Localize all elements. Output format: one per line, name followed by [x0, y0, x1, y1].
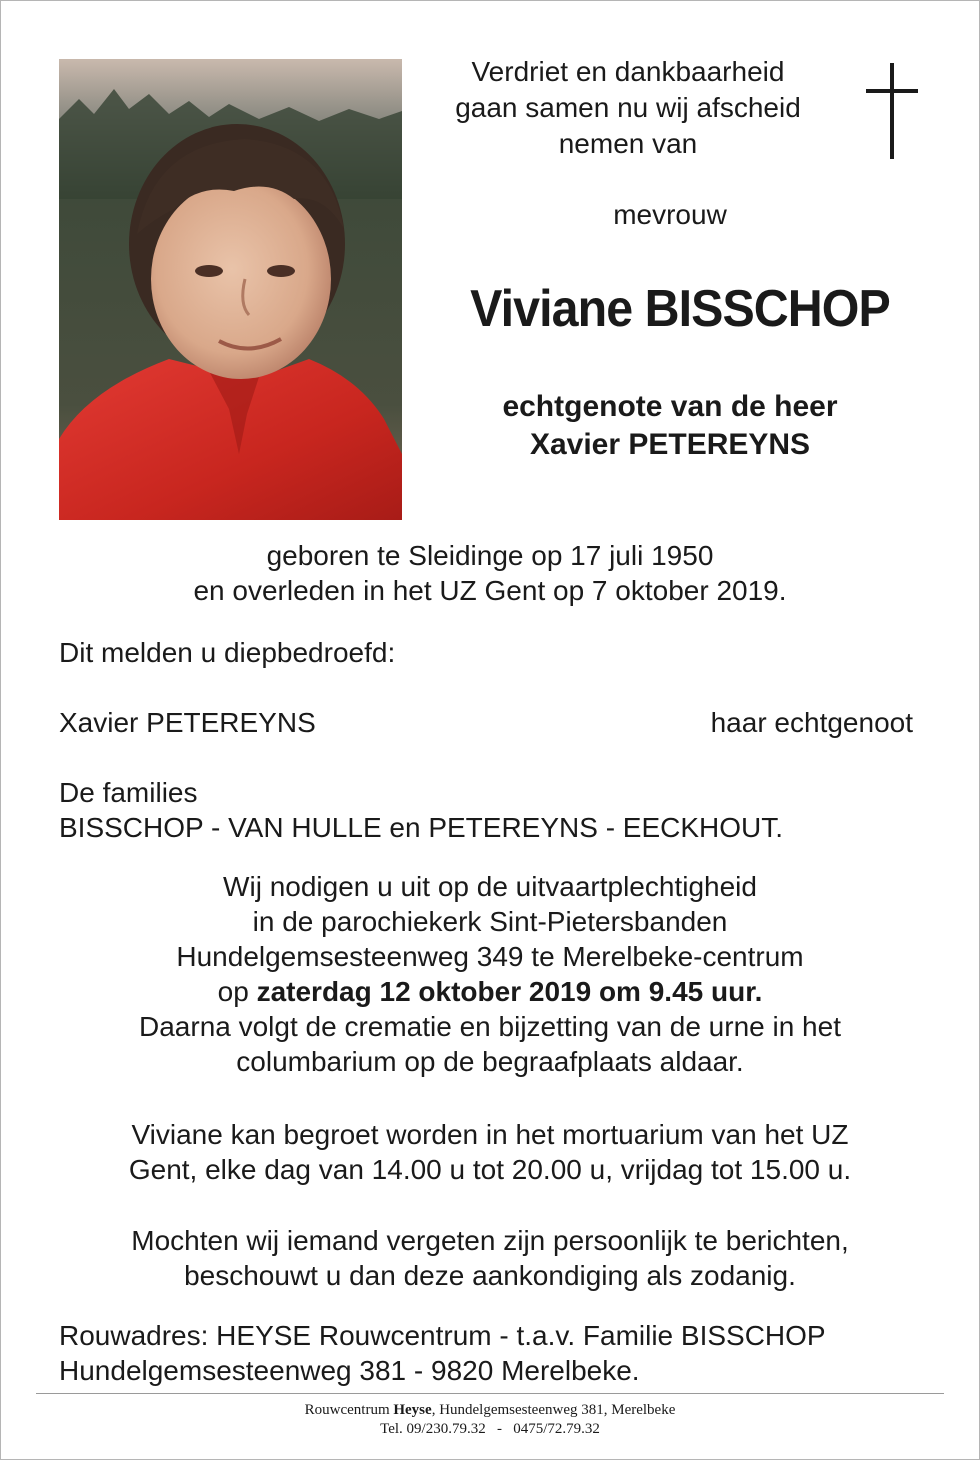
families-line: De families	[59, 777, 198, 808]
intro-text	[420, 54, 836, 162]
ceremony-line: Daarna volgt de crematie en bijzetting van de urne in het	[139, 1011, 841, 1042]
footer-prefix: Rouwcentrum	[304, 1402, 394, 1418]
deceased-name: Viviane BISSCHOP	[470, 280, 890, 338]
footer-brand: Heyse	[393, 1402, 432, 1418]
mourner-row	[59, 705, 913, 740]
ceremony-line: Wij nodigen u uit op de uitvaartplechtigheid	[223, 871, 757, 902]
ceremony-line: Hundelgemsesteenweg 349 te Merelbeke-centrum	[176, 941, 804, 972]
mourner-name: Xavier PETEREYNS	[59, 707, 316, 738]
death-line: en overleden in het UZ Gent op 7 oktober 2019.	[193, 575, 787, 606]
footer-divider	[36, 1393, 944, 1394]
intro-line: nemen van	[558, 128, 698, 159]
footer-phone: Tel. 09/230.79.32 - 0475/72.79.32	[380, 1421, 600, 1437]
notice-line: Mochten wij iemand vergeten zijn persoonlijk te berichten,	[131, 1225, 849, 1256]
visitation-line: Gent, elke dag van 14.00 u tot 20.00 u, vrijdag tot 15.00 u.	[128, 1154, 852, 1185]
intro-line: gaan samen nu wij afscheid	[455, 92, 801, 123]
ceremony-date-line	[30, 974, 950, 1009]
birth-death-text	[30, 538, 950, 608]
visitation-line: Viviane kan begroet worden in het mortuarium van het UZ	[131, 1119, 849, 1150]
families-text	[59, 775, 939, 845]
notice-text	[30, 1223, 950, 1293]
address-line: Rouwadres: HEYSE Rouwcentrum - t.a.v. Familie BISSCHOP	[59, 1320, 826, 1351]
latin-cross-icon	[862, 63, 922, 159]
ceremony-date-prefix: op	[217, 976, 257, 1007]
footer-suffix: , Hundelgemsesteenweg 381, Merelbeke	[431, 1402, 676, 1418]
spouse-line: echtgenote van de heer	[502, 390, 838, 423]
ceremony-line: columbarium op de begraafplaats aldaar.	[236, 1046, 744, 1077]
footer	[0, 1401, 980, 1439]
spouse-line: Xavier PETEREYNS	[529, 428, 811, 461]
ceremony-date: zaterdag 12 oktober 2019 om 9.45 uur.	[256, 976, 763, 1007]
intro-line: Verdriet en dankbaarheid	[471, 56, 785, 87]
title-prefix: mevrouw	[613, 199, 727, 230]
notice-line: beschouwt u dan deze aankondiging als zodanig.	[184, 1260, 796, 1291]
visitation-text	[30, 1117, 950, 1187]
announce-intro: Dit melden u diepbedroefd:	[59, 637, 396, 668]
mourner-relation: haar echtgenoot	[710, 707, 913, 738]
footer-funeral-home	[0, 1401, 980, 1420]
portrait-photo	[59, 59, 402, 520]
funeral-address	[59, 1318, 939, 1388]
families-line: BISSCHOP - VAN HULLE en PETEREYNS - EECKHOUT.	[59, 812, 784, 843]
ceremony-line: in de parochiekerk Sint-Pietersbanden	[252, 906, 728, 937]
ceremony-text	[30, 869, 950, 1079]
spouse-text	[420, 388, 920, 464]
address-line: Hundelgemsesteenweg 381 - 9820 Merelbeke.	[59, 1355, 640, 1386]
birth-line: geboren te Sleidinge op 17 juli 1950	[266, 540, 714, 571]
